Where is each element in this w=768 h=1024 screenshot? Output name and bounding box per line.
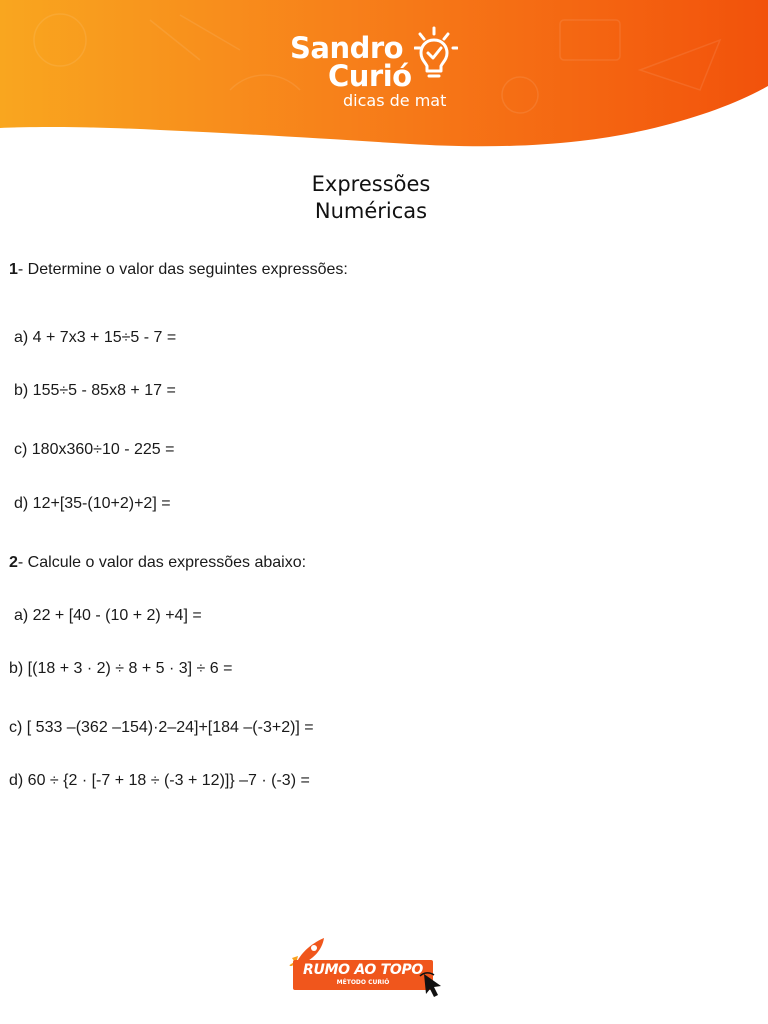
title-line-2: Numéricas [314,199,428,223]
question-1-item-d: d) 12+[35-(10+2)+2] = [14,495,171,512]
page-title [0,171,742,225]
logo-name-last: Curió [328,59,412,93]
question-1-number: 1 [9,261,18,278]
rumo-ao-topo-logo [284,936,454,1002]
sandro-curio-logo [290,30,470,120]
footer-logo-sub-text: MÉTODO CURIÓ [336,979,390,986]
question-1-item-b: b) 155÷5 - 85x8 + 17 = [14,382,176,399]
question-2-heading [9,553,306,573]
title-line-1: Expressões [311,172,431,196]
footer-logo-main-text: RUMO AO TOPO [302,962,424,978]
question-1-text: - Determine o valor das seguintes expressões: [17,261,348,278]
logo-tagline: dicas de mat [343,91,447,110]
question-1-item-c: c) 180x360÷10 - 225 = [14,441,175,458]
question-2-item-a: a) 22 + [40 - (10 + 2) +4] = [14,607,202,624]
question-2-item-b: b) [(18 + 3 · 2) ÷ 8 + 5 · 3] ÷ 6 = [9,660,233,677]
question-1-heading [9,260,348,280]
question-2-text: - Calcule o valor das expressões abaixo: [17,554,307,571]
question-2-number: 2 [9,554,18,571]
page-header [0,0,768,150]
question-1-item-a: a) 4 + 7x3 + 15÷5 - 7 = [14,329,177,346]
lightbulb-check-icon [414,26,458,86]
click-cursor-icon [418,970,450,1000]
question-2-item-d: d) 60 ÷ {2 · [-7 + 18 ÷ (-3 + 12)]} –7 · (-3) = [9,772,310,789]
question-2-item-c: c) [ 533 –(362 –154)·2–24]+[184 –(-3+2)] = [9,719,314,736]
logo-name-first: Sandro [290,31,404,65]
